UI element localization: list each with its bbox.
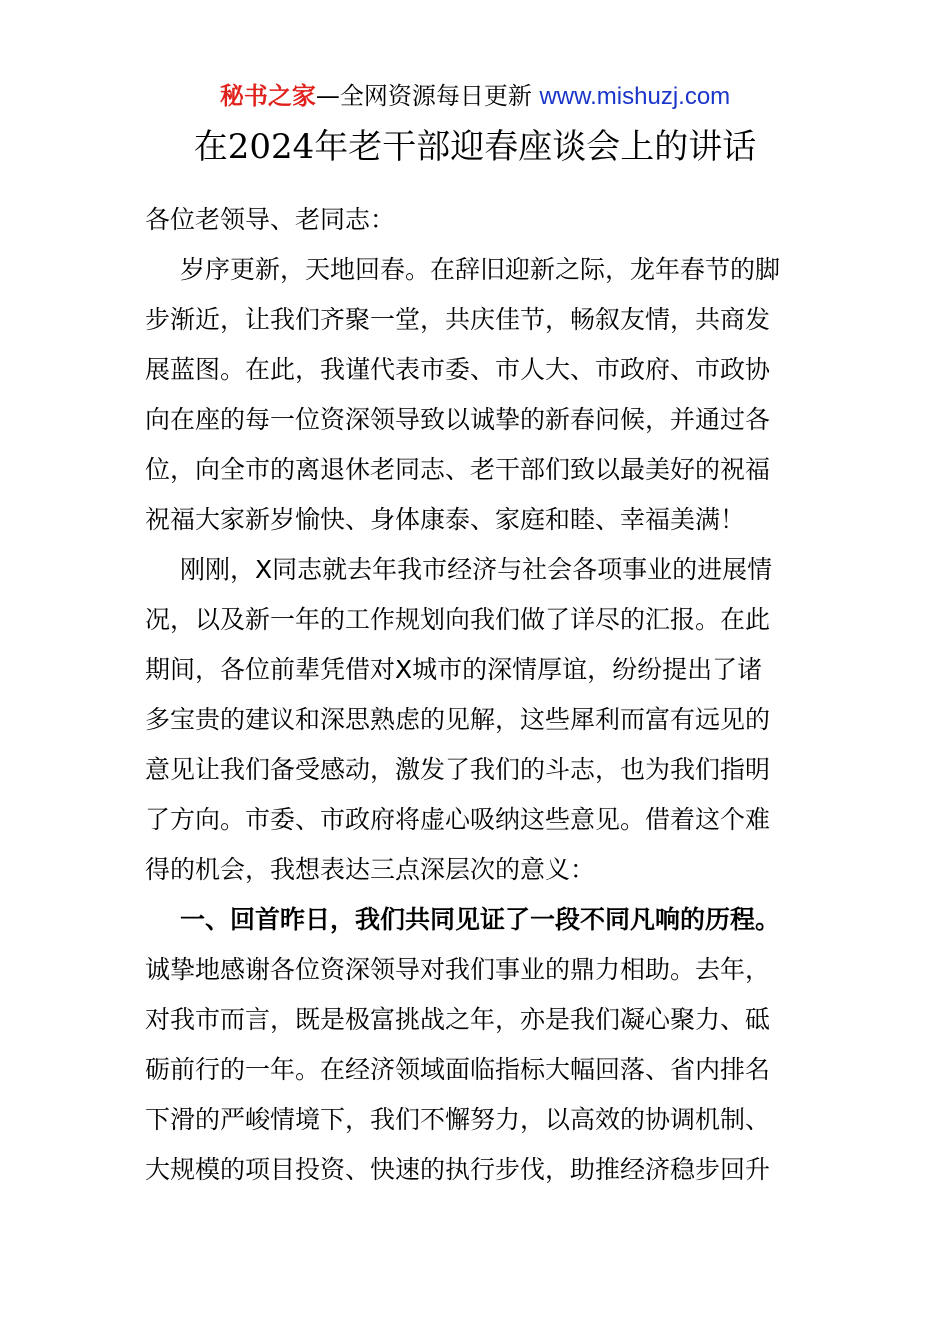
text-line: 了方向。市委、市政府将虚心吸纳这些意见。借着这个难: [145, 805, 771, 834]
text-line: 向在座的每一位资深领导致以诚挚的新春问候，并通过各: [145, 405, 771, 434]
text-line: 大规模的项目投资、快速的执行步伐，助推经济稳步回升: [145, 1155, 771, 1184]
text-line: 位，向全市的离退休老同志、老干部们致以最美好的祝福: [145, 455, 771, 484]
text-line: 下滑的严峻情境下，我们不懈努力，以高效的协调机制、: [145, 1105, 771, 1134]
site-url-link[interactable]: www.mishuzj.com: [539, 83, 731, 110]
site-tagline: —全网资源每日更新: [315, 82, 532, 110]
text-line: 诚挚地感谢各位资深领导对我们事业的鼎力相助。去年，: [145, 955, 771, 984]
text-line: 意见让我们备受感动，激发了我们的斗志，也为我们指明: [145, 755, 771, 784]
text-line: 多宝贵的建议和深思熟虑的见解，这些犀利而富有远见的: [145, 705, 771, 734]
section-heading: 一、回首昨日，我们共同见证了一段不同凡响的历程。: [180, 905, 781, 934]
brand-name: 秘书之家: [219, 82, 316, 110]
text-line: 展蓝图。在此，我谨代表市委、市人大、市政府、市政协: [145, 355, 771, 384]
text-line: 砺前行的一年。在经济领域面临指标大幅回落、省内排名: [145, 1055, 771, 1084]
text-line: 得的机会，我想表达三点深层次的意义：: [145, 855, 596, 884]
salutation-line: 各位老领导、老同志：: [145, 205, 396, 234]
document-body: [145, 195, 807, 1195]
text-line: 刚刚，X同志就去年我市经济与社会各项事业的进展情: [180, 555, 773, 584]
text-line: 步渐近，让我们齐聚一堂，共庆佳节，畅叙友情，共商发: [145, 305, 771, 334]
text-line: 况，以及新一年的工作规划向我们做了详尽的汇报。在此: [145, 605, 771, 634]
text-line: 岁序更新，天地回春。在辞旧迎新之际，龙年春节的脚: [180, 255, 781, 284]
document-title: 在2024年老干部迎春座谈会上的讲话: [193, 127, 757, 167]
text-line: 期间，各位前辈凭借对X城市的深情厚谊，纷纷提出了诸: [145, 655, 763, 684]
site-header: [0, 80, 950, 113]
text-line: 对我市而言，既是极富挑战之年，亦是我们凝心聚力、砥: [145, 1005, 771, 1034]
text-line: 祝福大家新岁愉快、身体康泰、家庭和睦、幸福美满！: [145, 505, 746, 534]
